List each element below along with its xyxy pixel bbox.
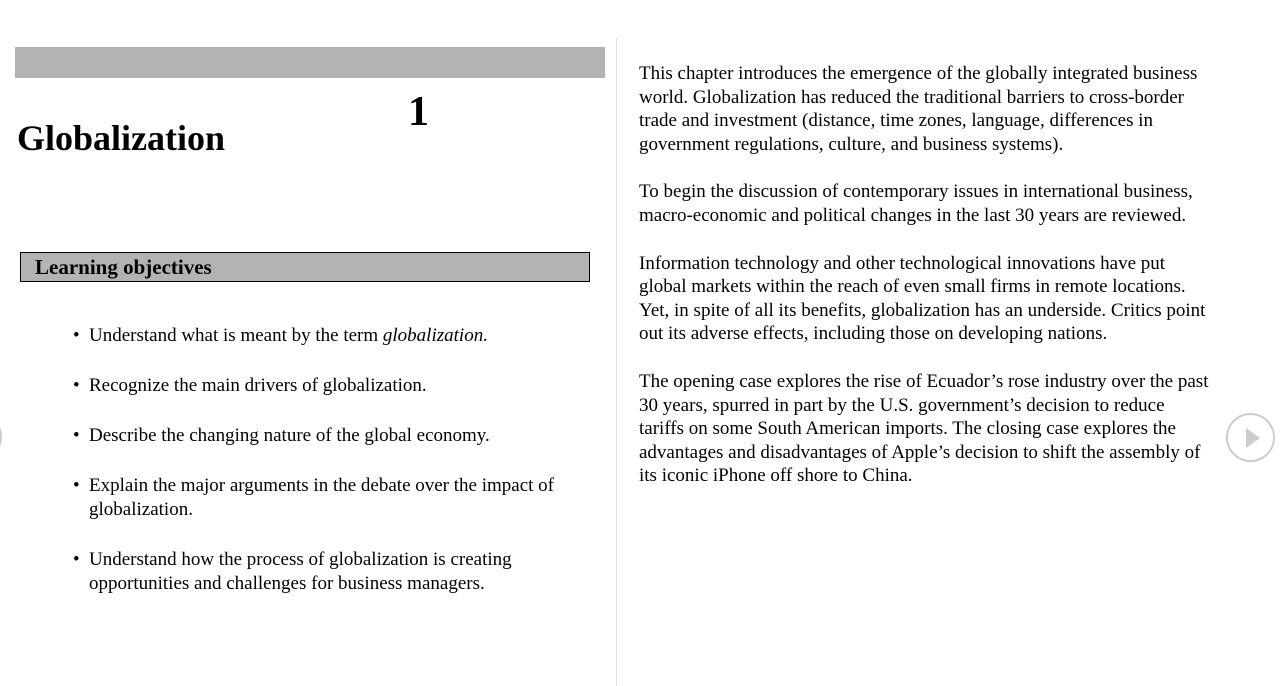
objective-text: Describe the changing nature of the global economy. bbox=[89, 425, 490, 446]
intro-paragraph: Information technology and other technological innovations have put global markets within the reach of even small firms in remote locations. Yet, in spite of all its benefits, globalization has an underside. Critics point out its adverse effects, including those on developing nations. bbox=[639, 252, 1206, 345]
objective-item bbox=[58, 324, 588, 348]
bullet-icon: • bbox=[73, 375, 80, 396]
intro-paragraph: To begin the discussion of contemporary issues in international business, macro-economic and political changes in the last 30 years are reviewed. bbox=[639, 181, 1193, 226]
chapter-header-band bbox=[15, 47, 605, 78]
objective-text: Explain the major arguments in the debate over the impact of globalization. bbox=[89, 475, 554, 520]
intro-paragraph: The opening case explores the rise of Ecuador’s rose industry over the past 30 years, spurred in part by the U.S. government’s decision to reduce tariffs on some South American imports. The closing case explores the advantages and disadvantages of Apple’s decision to shift the assembly of its iconic iPhone off shore to China. bbox=[639, 370, 1209, 487]
right-page bbox=[617, 0, 1284, 686]
chapter-title: Globalization bbox=[17, 118, 226, 158]
bullet-icon: • bbox=[73, 549, 80, 570]
chapter-introduction bbox=[639, 62, 1209, 512]
objective-item bbox=[58, 424, 588, 448]
learning-objectives-header bbox=[20, 252, 590, 282]
intro-paragraph: This chapter introduces the emergence of the globally integrated business world. Globalization has reduced the traditional barriers to cross-border trade and investment (distance, time zones, language, differences in government regulations, culture, and business systems). bbox=[639, 63, 1198, 155]
bullet-icon: • bbox=[73, 425, 80, 446]
learning-objectives-list bbox=[58, 324, 588, 622]
bullet-icon: • bbox=[73, 475, 80, 496]
learning-objectives-title: Learning objectives bbox=[35, 255, 212, 279]
next-page-button[interactable] bbox=[1226, 413, 1275, 462]
objective-emphasis: globalization. bbox=[382, 325, 488, 346]
objective-item bbox=[58, 474, 588, 522]
objective-text: Recognize the main drivers of globalization. bbox=[89, 375, 427, 396]
left-page bbox=[0, 0, 616, 686]
objective-text: Understand how the process of globalization is creating opportunities and challenges for business managers. bbox=[89, 549, 512, 594]
next-page-icon bbox=[1246, 428, 1260, 448]
bullet-icon: • bbox=[73, 325, 80, 346]
objective-item bbox=[58, 374, 588, 398]
chapter-number: 1 bbox=[408, 89, 429, 135]
objective-item bbox=[58, 548, 588, 596]
previous-page-icon[interactable] bbox=[0, 413, 2, 461]
objective-text: Understand what is meant by the term bbox=[89, 325, 383, 346]
